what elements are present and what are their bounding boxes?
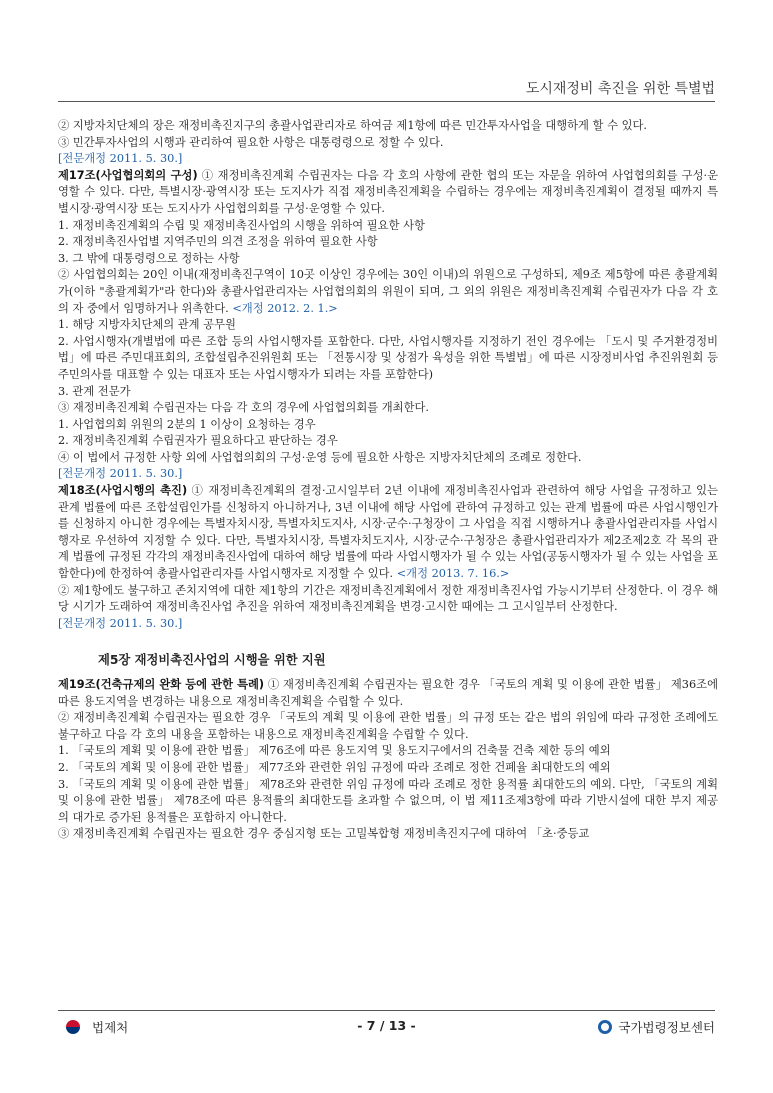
paragraph [58,760,718,777]
page-number: - 7 / 13 - [357,1018,416,1033]
paragraph-text: ① 재정비촉진계획 수립권자는 다음 각 호의 사항에 관한 협의 또는 자문을 위하여 사업협의회를 구성·운영할 수 있다. 다만, 특별시장·광역시장 또는 도지사가 직접 재정비촉진계획을 수립하는 경우에는 재정비촉진계획이 결정될 때까지 특별시장·광역시장 또는 도지사가 사업협의회를 구성·운영할 수 있다. [58,168,719,215]
paragraph [58,450,718,467]
paragraph [58,743,718,760]
paragraph [58,317,718,334]
paragraph [58,168,718,218]
paragraph-text: 1. 재정비촉진계획의 수립 및 재정비촉진사업의 시행을 위하여 필요한 사항 [58,218,425,232]
paragraph [58,616,718,633]
paragraph [58,384,718,401]
header-divider [58,101,715,102]
paragraph-text: 2. 재정비촉진계획 수립권자가 필요하다고 판단하는 경우 [58,434,338,448]
paragraph [58,583,718,616]
paragraph [58,417,718,434]
paragraph-text: ② 제1항에도 불구하고 존치지역에 대한 제1항의 기간은 재정비촉진계획에서 정한 재정비촉진사업 가능시기부터 산정한다. 이 경우 해당 시기가 도래하여 재정비촉진사업 추진을 위하여 재정비촉진계획을 변경·고시한 때에는 그 고시일부터 산정한다. [58,583,718,614]
paragraph [58,118,718,135]
paragraph-text: 2. 사업시행자(개별법에 따른 조합 등의 사업시행자를 포함한다. 다만, 사업시행자를 지정하기 전인 경우에는 「도시 및 주거환경정비법」에 따른 주민대표회의, 조합설립추진위원회 또는 「전통시장 및 상점가 육성을 위한 특별법」에 따른 시장정비사업 추진위원회 등 주민의사를 대표할 수 있는 대표자 또는 사업시행자가 되려는 자를 포함한다) [58,334,718,381]
paragraph-text: 1. 「국토의 계획 및 이용에 관한 법률」 제76조에 따른 용도지역 및 용도지구에서의 건축물 건축 제한 등의 예외 [58,744,611,758]
paragraph-text: ② 재정비촉진계획 수립권자는 필요한 경우 「국토의 계획 및 이용에 관한 법률」의 규정 또는 같은 법의 위임에 따라 규정한 조례에도 불구하고 다음 각 호의 내용을 포함하는 내용으로 재정비촉진계획을 수립할 수 있다. [58,711,718,741]
paragraph-text: [전문개정 2011. 5. 30.] [58,467,183,481]
article-heading: 제18조(사업시행의 촉진) [58,484,188,498]
paragraph-text: 2. 재정비촉진사업별 지역주민의 의견 조정을 위하여 필요한 사항 [58,235,378,249]
paragraph [58,710,718,743]
document-header-title: 도시재정비 촉진을 위한 특별법 [525,81,715,97]
paragraph-text: 2. 「국토의 계획 및 이용에 관한 법률」 제77조와 관련한 위임 규정에 따라 조례로 정한 건폐율 최대한도의 예외 [58,760,611,774]
paragraph [58,826,718,843]
paragraph-text: [전문개정 2011. 5. 30.] [58,616,183,630]
paragraph-text: ② 지방자치단체의 장은 재정비촉진지구의 총괄사업관리자로 하여금 제1항에 따른 민간투자사업을 대행하게 할 수 있다. [58,119,647,132]
paragraph [58,334,718,384]
paragraph-text: 3. 「국토의 계획 및 이용에 관한 법률」 제78조와 관련한 위임 규정에 따라 조례로 정한 용적률 최대한도의 예외. 다만, 「국토의 계획 및 이용에 관한 법률」 제78조에 따른 용적률의 최대한도를 초과할 수 없으며, 이 법 제11조제3항에 따라 기반시설에 대한 부지 제공의 대가로 증가된 용적률은 포함하지 아니한다. [58,777,718,824]
paragraph [58,151,718,168]
footer-agency-label: 법제처 [92,1020,129,1035]
paragraph [58,466,718,483]
paragraph [58,234,718,251]
article-heading: 제19조(건축규제의 완화 등에 관한 특례) [58,678,265,691]
paragraph [58,433,718,450]
paragraph-text: [전문개정 2011. 5. 30.] [58,152,183,166]
amendment-note: <개정 2013. 7. 16.> [393,567,510,581]
paragraph [58,267,718,317]
article-block-19 [58,677,718,843]
paragraph-text: 3. 그 밖에 대통령령으로 정하는 사항 [58,251,240,265]
article-heading: 제17조(사업협의회의 구성) [58,168,198,182]
paragraph [58,677,718,710]
document-body [58,118,718,843]
footer-center [598,1018,715,1036]
paragraph [58,251,718,268]
paragraph-text: ③ 민간투자사업의 시행과 관리하여 필요한 사항은 대통령령으로 정할 수 있다. [58,135,444,149]
paragraph-text: 3. 관계 전문가 [58,384,131,398]
law-center-logo-icon [598,1020,612,1034]
paragraph-text: ③ 재정비촉진계획 수립권자는 필요한 경우 중심지형 또는 고밀복합형 재정비촉진지구에 대하여 「초·중등교 [58,827,590,841]
paragraph [58,400,718,417]
paragraph-text: ③ 재정비촉진계획 수립권자는 다음 각 호의 경우에 사업협의회를 개최한다. [58,401,430,415]
paragraph-text: ① 재정비촉진계획 수립권자는 필요한 경우 「국토의 계획 및 이용에 관한 법률」 제36조에 따른 용도지역을 변경하는 내용으로 재정비촉진계획을 수립할 수 있다. [58,678,719,708]
paragraph [58,218,718,235]
footer-center-label: 국가법령정보센터 [618,1020,715,1035]
paragraph-text: ① 재정비촉진계획의 결정·고시일부터 2년 이내에 재정비촉진사업과 관련하여 해당 사업을 규정하고 있는 관계 법률에 따른 조합설립인가를 신청하지 아니하거나, 3년 이내에 해당 사업에 관하여 규정하고 있는 관계 법률에 따른 사업시행인가를 신청하지 아니한 경우에는 특별자치시장, 특별자치도지사, 시장·군수·구청장이 그 사업을 직접 시행하거나 총괄사업관리자를 사업시행자로 우선하여 지정할 수 있다. 다만, 특별자치시장, 특별자치도지사, 시장·군수·구청장은 총괄사업관리자가 제2조제2호 각 목의 관계 법률에 규정된 각각의 재정비촉진사업에 대하여 해당 법률에 따라 사업시행자가 될 수 있는 사업(공동시행자가 될 수 있는 사업을 포함한다)에 한정하여 총괄사업관리자를 사업시행자로 지정할 수 있다. [58,484,718,581]
paragraph [58,777,718,827]
paragraph-text: 1. 사업협의회 위원의 2분의 1 이상이 요청하는 경우 [58,417,316,431]
chapter-title: 제5장 재정비촉진사업의 시행을 위한 지원 [98,653,326,668]
amendment-note: <개정 2012. 2. 1.> [228,301,338,315]
footer-divider [58,1010,715,1011]
paragraph-text: ④ 이 법에서 규정한 사항 외에 사업협의회의 구성·운영 등에 필요한 사항은 지방자치단체의 조례로 정한다. [58,450,582,464]
paragraph [58,483,718,583]
paragraph-text: 1. 해당 지방자치단체의 관계 공무원 [58,318,236,332]
article-block-17-18 [58,118,718,632]
paragraph-text: ② 사업협의회는 20인 이내(재정비촉진구역이 10곳 이상인 경우에는 30인 이내)의 위원으로 구성하되, 제9조 제5항에 따른 총괄계획가(이하 "총괄계획가"라 한다)와 총괄사업관리자는 사업협의회의 위원이 되며, 그 외의 위원은 재정비촉진계획 수립권자가 다음 각 호의 자 중에서 임명하거나 위촉한다. [58,268,718,315]
paragraph [58,135,718,152]
